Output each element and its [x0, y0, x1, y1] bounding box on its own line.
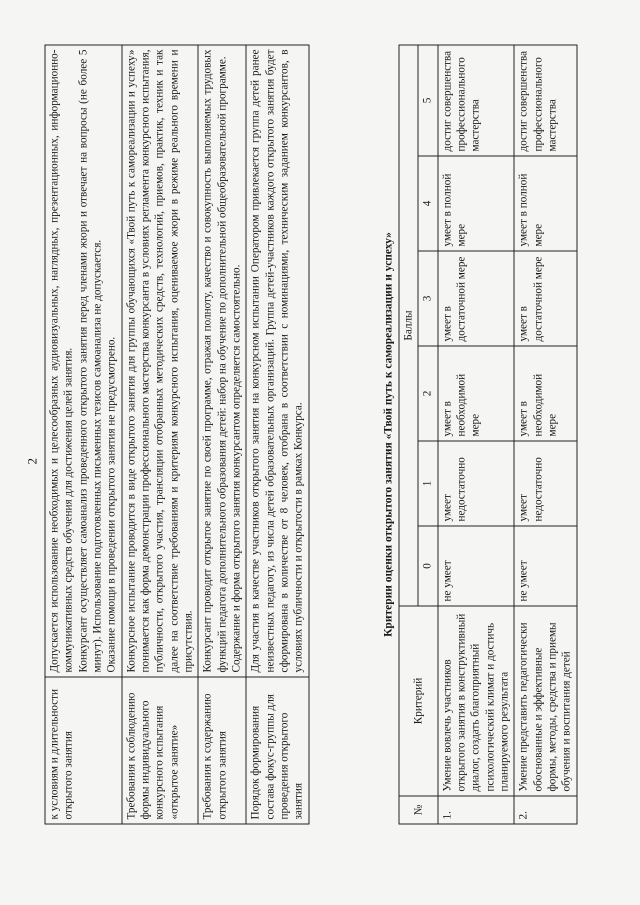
paragraph: Для участия в качестве участников открытого занятия на конкурсном испытании Оператором привлекается группа детей ранее неизвестных педагогу, из числа детей образовательных организаций. Группа детей-участников каждого открытого занятия будет сформирована в количестве от 8 человек, отобрана в соответствии с номинациями, техническим заданием конкурсантов, в условиях публичности и открытости в рамках Конкурса. [249, 49, 305, 673]
score-cell: умеет недостаточно [514, 441, 576, 526]
table-row [198, 45, 246, 824]
table-row [246, 45, 308, 824]
row-content [45, 45, 122, 677]
criterion-text: Умение вовлечь участников открытого занятия в конструктивный диалог, создать благоприятный психологический климат и достичь планируемого результата [438, 606, 515, 796]
point-label: 0 [418, 526, 437, 606]
row-label: к условиям и длительности открытого занятия [45, 677, 122, 824]
rotated-page [1, 0, 640, 905]
criteria-table [399, 45, 578, 825]
table-row [514, 45, 576, 824]
score-cell: не умеет [514, 526, 576, 606]
score-cell: достиг совершенства профессионального мастерства [438, 45, 515, 156]
paragraph: Содержание и форма открытого занятия конкурсантом определяется самостоятельно. [230, 264, 243, 673]
header-row [399, 45, 418, 824]
row-number: 1. [438, 796, 515, 824]
criterion-text: Умение представить педагогически обоснованные и эффективные формы, методы, средства и приемы обучения и воспитания детей [514, 606, 576, 796]
score-cell: умеет в необходимой мере [514, 346, 576, 441]
score-cell: умеет в полной мере [438, 156, 515, 251]
paragraph: Допускается использование необходимых и целесообразных аудиовизуальных, наглядных, презентационных, информационно-коммуникативных средств обучения для достижения целей занятия. [48, 49, 75, 673]
row-content [246, 45, 308, 677]
score-cell: умеет в достаточной мере [438, 251, 515, 346]
score-cell: не умеет [438, 526, 515, 606]
row-label: Требования к соблюдению формы индивидуального конкурсного испытания «открытое занятие» [122, 677, 199, 824]
header-criterion: Критерий [399, 606, 438, 796]
paragraph: Оказание помощи в проведении открытого занятия не предусмотрено. [105, 336, 118, 673]
score-cell: умеет в достаточной мере [514, 251, 576, 346]
row-content [198, 45, 246, 677]
row-label: Порядок формирования состава фокус-группы для проведения открытого занятия [246, 677, 308, 824]
point-label: 5 [418, 45, 437, 156]
header-no: № [399, 796, 438, 824]
page-number: 2 [24, 458, 40, 465]
table-row [45, 45, 122, 824]
point-label: 2 [418, 346, 437, 441]
row-label: Требования к содержанию открытого занятия [198, 677, 246, 824]
score-cell: умеет в полной мере [514, 156, 576, 251]
point-label: 1 [418, 441, 437, 526]
table-row [438, 45, 515, 824]
point-label: 4 [418, 156, 437, 251]
table-row [122, 45, 199, 824]
paragraph: Конкурсант проводит открытое занятие по своей программе, отражая полноту, качество и совокупность выполняемых трудовых функций педагога дополнительного образования детей: набор на обучение по дополнительной общеобразовательной программе. [201, 49, 229, 673]
header-points: Баллы [399, 45, 418, 606]
score-cell: умеет в необходимой мере [438, 346, 515, 441]
score-cell: достиг совершенства профессионального мастерства [514, 45, 576, 156]
criteria-title: Критерии оценки открытого занятия «Твой путь к самореализации и успеху» [382, 232, 395, 637]
score-cell: умеет недостаточно [438, 441, 515, 526]
requirements-table [45, 45, 310, 825]
point-label: 3 [418, 251, 437, 346]
row-content [122, 45, 199, 677]
row-number: 2. [514, 796, 576, 824]
paragraph: Конкурсант осуществляет самоанализ проведенного открытого занятия перед членами жюри и отвечает на вопросы (не более 5 минут). Использование подготовленных письменных тезисов самоанализа не допускается. [77, 49, 104, 673]
paragraph: Конкурсное испытание проводится в виде открытого занятия для группы обучающихся «Твой путь к самореализации и успеху» понимается как форма демонстрации профессионального мастерства конкурсанта в условиях регламента конкурсного испытания, публичности, открытого участия, трансляции отобранных методических средств, технологий, приемов, практик, техник и так далее на соответствие требованиям и критериям конкурсного испытания, оцениваемое жюри в режиме реального времени и присутствия. [125, 49, 195, 673]
